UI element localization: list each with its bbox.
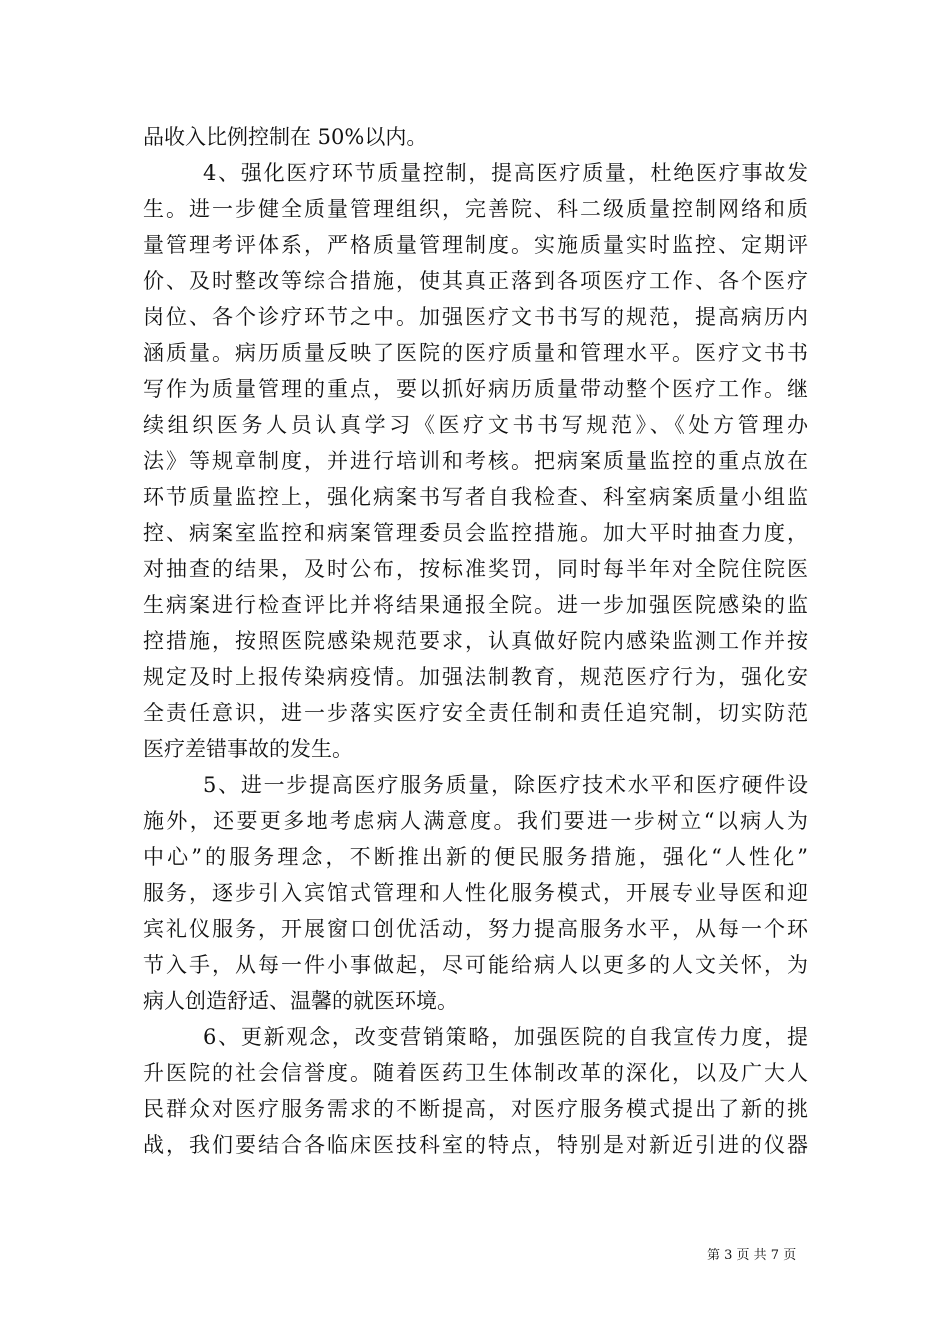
text-line: 法》等规章制度，并进行培训和考核。把病案质量监控的重点放在 — [143, 449, 808, 473]
text-line: 控、病案室监控和病案管理委员会监控措施。加大平时抽查力度， — [143, 521, 808, 545]
page-number: 第 3 页 共 7 页 — [707, 1248, 797, 1263]
paragraph-5-first-line: 5、进一步提高医疗服务质量，除医疗技术水平和医疗硬件设 — [203, 773, 808, 797]
text-line: 民群众对医疗服务需求的不断提高，对医疗服务模式提出了新的挑 — [143, 1097, 808, 1121]
text-line: 节入手，从每一件小事做起，尽可能给病人以更多的人文关怀，为 — [143, 953, 808, 977]
text-line: 医疗差错事故的发生。 — [143, 737, 353, 761]
text-line: 病人创造舒适、温馨的就医环境。 — [143, 989, 458, 1013]
text-line: 写作为质量管理的重点，要以抓好病历质量带动整个医疗工作。继 — [143, 377, 808, 401]
text-line: 战，我们要结合各临床医技科室的特点，特别是对新近引进的仪器 — [143, 1133, 808, 1157]
text-line: 全责任意识，进一步落实医疗安全责任制和责任追究制，切实防范 — [143, 701, 808, 725]
text-line: 涵质量。病历质量反映了医院的医疗质量和管理水平。医疗文书书 — [143, 341, 808, 365]
text-line: 环节质量监控上，强化病案书写者自我检查、科室病案质量小组监 — [143, 485, 808, 509]
text-line: 规定及时上报传染病疫情。加强法制教育，规范医疗行为，强化安 — [143, 665, 808, 689]
text-line: 中心”的服务理念，不断推出新的便民服务措施，强化“人性化” — [143, 845, 808, 869]
paragraph-4-first-line: 4、强化医疗环节质量控制，提高医疗质量，杜绝医疗事故发 — [203, 161, 808, 185]
text-line: 品收入比例控制在 50%以内。 — [143, 125, 428, 149]
text-line: 续组织医务人员认真学习《医疗文书书写规范》、《处方管理办 — [143, 413, 808, 437]
text-line: 岗位、各个诊疗环节之中。加强医疗文书书写的规范，提高病历内 — [143, 305, 808, 329]
text-line: 服务，逐步引入宾馆式管理和人性化服务模式，开展专业导医和迎 — [143, 881, 808, 905]
text-line: 控措施，按照医院感染规范要求，认真做好院内感染监测工作并按 — [143, 629, 808, 653]
text-line: 生。进一步健全质量管理组织，完善院、科二级质量控制网络和质 — [143, 197, 808, 221]
text-line: 宾礼仪服务，开展窗口创优活动，努力提高服务水平，从每一个环 — [143, 917, 808, 941]
text-line: 对抽查的结果，及时公布，按标准奖罚，同时每半年对全院住院医 — [143, 557, 808, 581]
paragraph-6-first-line: 6、更新观念，改变营销策略，加强医院的自我宣传力度，提 — [203, 1025, 808, 1049]
text-line: 价、及时整改等综合措施，使其真正落到各项医疗工作、各个医疗 — [143, 269, 808, 293]
text-line: 施外，还要更多地考虑病人满意度。我们要进一步树立“以病人为 — [143, 809, 808, 833]
text-line: 量管理考评体系，严格质量管理制度。实施质量实时监控、定期评 — [143, 233, 808, 257]
text-line: 升医院的社会信誉度。随着医药卫生体制改革的深化，以及广大人 — [143, 1061, 808, 1085]
text-line: 生病案进行检查评比并将结果通报全院。进一步加强医院感染的监 — [143, 593, 808, 617]
